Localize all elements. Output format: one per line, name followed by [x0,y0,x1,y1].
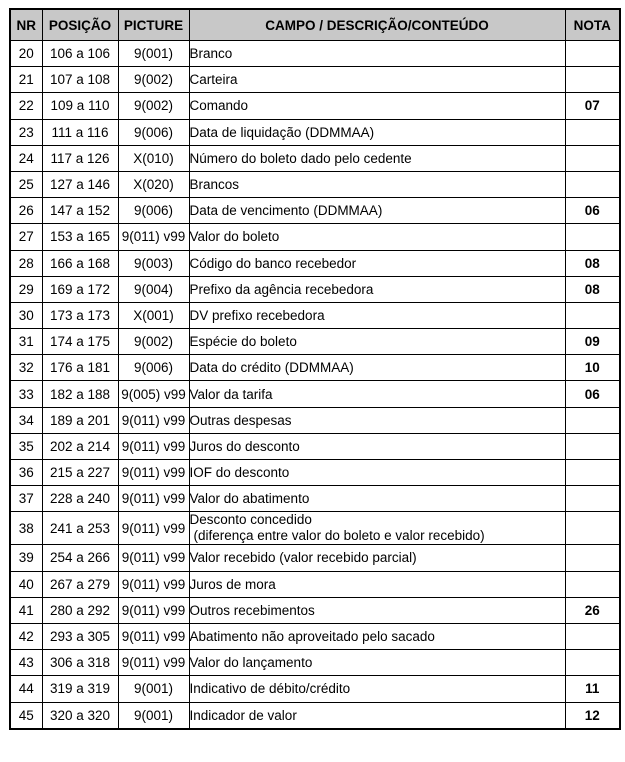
posicao-cell: 280 a 292 [42,597,118,623]
table-row [10,250,620,276]
nr-cell: 22 [10,93,42,119]
campo-cell: Data de vencimento (DDMMAA) [189,198,565,224]
posicao-cell: 228 a 240 [42,486,118,512]
column-header-picture: PICTURE [118,9,189,41]
nota-cell: 12 [565,702,620,729]
picture-cell: 9(011) v99 [118,433,189,459]
table-row [10,329,620,355]
nr-cell: 28 [10,250,42,276]
campo-cell: Brancos [189,171,565,197]
campo-cell: Valor do boleto [189,224,565,250]
picture-cell: 9(003) [118,250,189,276]
nr-cell: 24 [10,145,42,171]
picture-cell: 9(011) v99 [118,486,189,512]
picture-cell: 9(002) [118,329,189,355]
nota-cell: 10 [565,355,620,381]
campo-cell: Valor da tarifa [189,381,565,407]
campo-cell: Juros do desconto [189,433,565,459]
posicao-cell: 117 a 126 [42,145,118,171]
picture-cell: 9(006) [118,119,189,145]
nota-cell: 07 [565,93,620,119]
table-row [10,224,620,250]
campo-cell: Espécie do boleto [189,329,565,355]
nr-cell: 21 [10,67,42,93]
posicao-cell: 176 a 181 [42,355,118,381]
column-header-campo: CAMPO / DESCRIÇÃO/CONTEÚDO [189,9,565,41]
campo-cell: Prefixo da agência recebedora [189,276,565,302]
nr-cell: 38 [10,512,42,545]
posicao-cell: 109 a 110 [42,93,118,119]
campo-cell: Indicativo de débito/crédito [189,676,565,702]
nota-cell [565,650,620,676]
picture-cell: 9(001) [118,702,189,729]
table-row [10,460,620,486]
picture-cell: X(010) [118,145,189,171]
picture-cell: X(001) [118,302,189,328]
picture-cell: 9(011) v99 [118,224,189,250]
picture-cell: 9(011) v99 [118,650,189,676]
nr-cell: 23 [10,119,42,145]
nota-cell [565,41,620,67]
campo-cell: Juros de mora [189,571,565,597]
table-row [10,198,620,224]
table-row [10,276,620,302]
picture-cell: 9(011) v99 [118,512,189,545]
campo-cell: IOF do desconto [189,460,565,486]
nota-cell [565,571,620,597]
nota-cell [565,145,620,171]
campo-cell: DV prefixo recebedora [189,302,565,328]
posicao-cell: 202 a 214 [42,433,118,459]
campo-cell: Carteira [189,67,565,93]
posicao-cell: 182 a 188 [42,381,118,407]
picture-cell: 9(002) [118,67,189,93]
nr-cell: 20 [10,41,42,67]
table-row [10,119,620,145]
column-header-posicao: POSIÇÃO [42,9,118,41]
picture-cell: 9(011) v99 [118,597,189,623]
nota-cell: 26 [565,597,620,623]
nota-cell [565,407,620,433]
nota-cell: 06 [565,381,620,407]
nota-cell [565,545,620,571]
nota-cell [565,171,620,197]
picture-cell: 9(002) [118,93,189,119]
posicao-cell: 106 a 106 [42,41,118,67]
table-row [10,545,620,571]
nota-cell: 11 [565,676,620,702]
picture-cell: 9(011) v99 [118,623,189,649]
table-row [10,407,620,433]
column-header-nr: NR [10,9,42,41]
nota-cell: 06 [565,198,620,224]
table-row [10,433,620,459]
nota-cell [565,67,620,93]
table-row [10,145,620,171]
picture-cell: 9(011) v99 [118,407,189,433]
posicao-cell: 215 a 227 [42,460,118,486]
nota-cell: 09 [565,329,620,355]
nr-cell: 30 [10,302,42,328]
campo-cell: Valor recebido (valor recebido parcial) [189,545,565,571]
picture-cell: 9(011) v99 [118,545,189,571]
column-header-nota: NOTA [565,9,620,41]
nr-cell: 43 [10,650,42,676]
picture-cell: 9(005) v99 [118,381,189,407]
table-row [10,597,620,623]
campo-cell: Data do crédito (DDMMAA) [189,355,565,381]
campo-cell [189,512,565,545]
nota-cell [565,302,620,328]
table-row [10,702,620,729]
table-row [10,623,620,649]
table-row [10,650,620,676]
table-row [10,512,620,545]
nr-cell: 42 [10,623,42,649]
nota-cell [565,512,620,545]
posicao-cell: 320 a 320 [42,702,118,729]
nr-cell: 36 [10,460,42,486]
table-row [10,171,620,197]
posicao-cell: 107 a 108 [42,67,118,93]
campo-cell: Código do banco recebedor [189,250,565,276]
posicao-cell: 241 a 253 [42,512,118,545]
nr-cell: 37 [10,486,42,512]
posicao-cell: 166 a 168 [42,250,118,276]
picture-cell: 9(006) [118,355,189,381]
nr-cell: 35 [10,433,42,459]
posicao-cell: 293 a 305 [42,623,118,649]
campo-cell: Indicador de valor [189,702,565,729]
nota-cell: 08 [565,276,620,302]
nota-cell [565,119,620,145]
campo-cell: Outras despesas [189,407,565,433]
campo-cell: Número do boleto dado pelo cedente [189,145,565,171]
picture-cell: 9(006) [118,198,189,224]
nr-cell: 41 [10,597,42,623]
header-row [10,9,620,41]
campo-text-line1: Desconto concedido [189,512,312,528]
nr-cell: 31 [10,329,42,355]
posicao-cell: 153 a 165 [42,224,118,250]
nr-cell: 27 [10,224,42,250]
table-body [10,41,620,729]
posicao-cell: 174 a 175 [42,329,118,355]
posicao-cell: 306 a 318 [42,650,118,676]
campo-text-line2: (diferença entre valor do boleto e valor recebido) [193,528,485,544]
campo-cell: Valor do lançamento [189,650,565,676]
picture-cell: 9(011) v99 [118,571,189,597]
table-row [10,486,620,512]
nr-cell: 44 [10,676,42,702]
nr-cell: 29 [10,276,42,302]
posicao-cell: 127 a 146 [42,171,118,197]
nota-cell [565,486,620,512]
posicao-cell: 254 a 266 [42,545,118,571]
posicao-cell: 319 a 319 [42,676,118,702]
picture-cell: X(020) [118,171,189,197]
table-row [10,571,620,597]
table-row [10,302,620,328]
nr-cell: 33 [10,381,42,407]
nota-cell [565,623,620,649]
posicao-cell: 169 a 172 [42,276,118,302]
picture-cell: 9(011) v99 [118,460,189,486]
table-row [10,355,620,381]
table-row [10,67,620,93]
posicao-cell: 267 a 279 [42,571,118,597]
nr-cell: 34 [10,407,42,433]
campo-cell: Outros recebimentos [189,597,565,623]
campo-cell: Data de liquidação (DDMMAA) [189,119,565,145]
picture-cell: 9(001) [118,41,189,67]
field-layout-table [9,8,621,730]
posicao-cell: 111 a 116 [42,119,118,145]
table-row [10,93,620,119]
picture-cell: 9(004) [118,276,189,302]
nota-cell [565,224,620,250]
campo-cell: Comando [189,93,565,119]
table-row [10,676,620,702]
nr-cell: 40 [10,571,42,597]
posicao-cell: 173 a 173 [42,302,118,328]
campo-cell: Valor do abatimento [189,486,565,512]
picture-cell: 9(001) [118,676,189,702]
nota-cell: 08 [565,250,620,276]
nr-cell: 26 [10,198,42,224]
nota-cell [565,460,620,486]
table-row [10,41,620,67]
nr-cell: 32 [10,355,42,381]
table-row [10,381,620,407]
campo-cell: Branco [189,41,565,67]
nota-cell [565,433,620,459]
posicao-cell: 189 a 201 [42,407,118,433]
posicao-cell: 147 a 152 [42,198,118,224]
campo-cell: Abatimento não aproveitado pelo sacado [189,623,565,649]
nr-cell: 25 [10,171,42,197]
nr-cell: 45 [10,702,42,729]
nr-cell: 39 [10,545,42,571]
